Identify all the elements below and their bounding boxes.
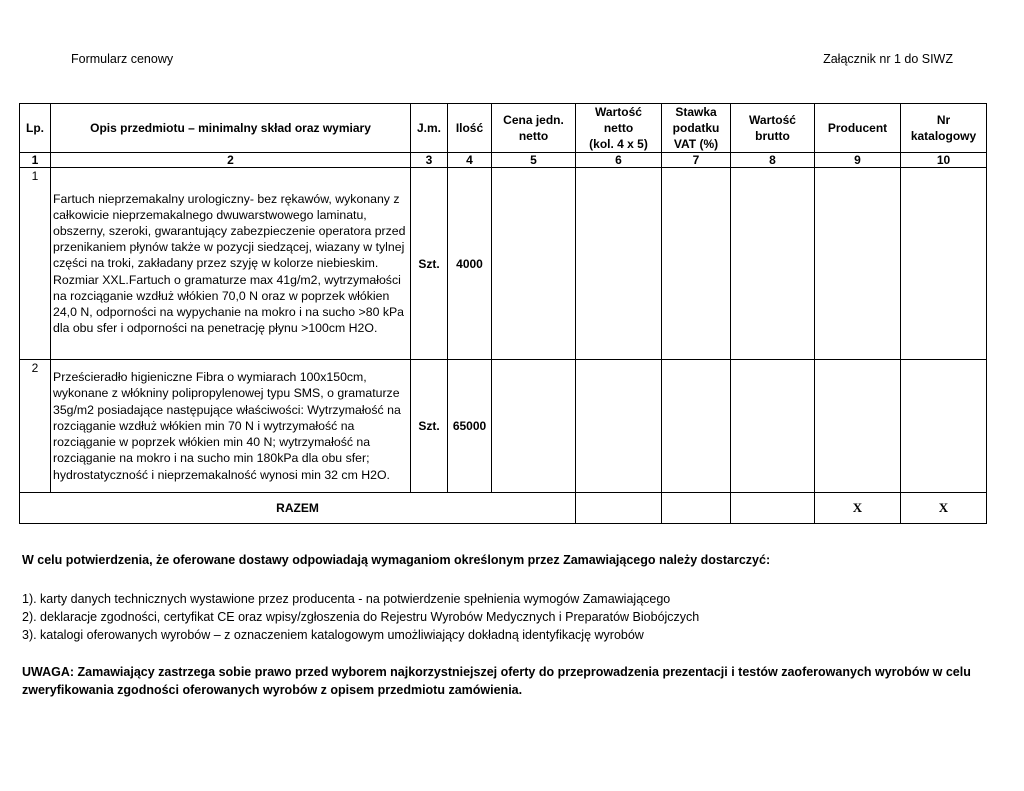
col-header-producer: Producent: [815, 104, 901, 153]
total-row: [20, 493, 987, 524]
row-producer-cell[interactable]: [815, 360, 901, 493]
row-qty: 65000: [448, 360, 492, 493]
row-net-value-cell[interactable]: [576, 360, 662, 493]
row-unit: Szt.: [411, 360, 448, 493]
row-description: Prześcieradło higieniczne Fibra o wymiarach 100x150cm, wykonane z włókniny polipropylenowej typu SMS, o gramaturze 35g/m2 posiadające następujące właściwości: Wytrzymałość na rozciąganie wzdłuż włókien min 70 N i wytrzymałość na rozciąganie w poprzek włókien min 40 N; wytrzymałość na rozciąganie na mokro i na sucho min 180kPa dla obu sfer; hydrostatyczność i nieprzemakalność wynosi min 32 cm H2O.: [51, 360, 411, 493]
requirements-title: W celu potwierdzenia, że oferowane dostawy odpowiadają wymaganiom określonym przez Zamawiającego należy dostarczyć:: [22, 553, 771, 567]
table-header-row: [20, 104, 987, 153]
col-header-unit: J.m.: [411, 104, 448, 153]
row-unit-price-cell[interactable]: [492, 360, 576, 493]
col-number: 7: [662, 153, 731, 168]
row-unit-price-cell[interactable]: [492, 168, 576, 360]
col-header-unit-price: Cena jedn. netto: [492, 104, 576, 153]
col-header-gross-value: Wartość brutto: [731, 104, 815, 153]
col-number: 3: [411, 153, 448, 168]
producer-x-mark: X: [815, 493, 901, 524]
list-item: 2). deklaracje zgodności, certyfikat CE oraz wpisy/zgłoszenia do Rejestru Wyrobów Medycznych i Preparatów Biobójczych: [22, 610, 700, 624]
row-vat-rate-cell[interactable]: [662, 168, 731, 360]
col-number: 10: [901, 153, 987, 168]
row-producer-cell[interactable]: [815, 168, 901, 360]
price-table: [19, 103, 987, 524]
row-unit: Szt.: [411, 168, 448, 360]
col-number: 4: [448, 153, 492, 168]
col-number: 1: [20, 153, 51, 168]
total-net-value-cell[interactable]: [576, 493, 662, 524]
total-label: RAZEM: [20, 493, 576, 524]
col-number: 2: [51, 153, 411, 168]
col-header-qty: Ilość: [448, 104, 492, 153]
col-header-lp: Lp.: [20, 104, 51, 153]
col-number: 5: [492, 153, 576, 168]
list-item: 3). katalogi oferowanych wyrobów – z oznaczeniem katalogowym umożliwiający dokładną identyfikację wyrobów: [22, 628, 644, 642]
row-gross-value-cell[interactable]: [731, 360, 815, 493]
total-gross-value-cell[interactable]: [731, 493, 815, 524]
list-item: 1). karty danych technicznych wystawione przez producenta - na potwierdzenie spełnienia wymogów Zamawiającego: [22, 592, 671, 606]
col-header-catalog-no: Nr katalogowy: [901, 104, 987, 153]
row-description: Fartuch nieprzemakalny urologiczny- bez rękawów, wykonany z całkowicie nieprzemakalnego dwuwarstwowego laminatu, obszerny, szeroki, gwarantujący zabezpieczenie operatora przed przenikaniem płynów także w pozycji siedzącej, wiazany w tylnej części na troki, zakładany przez szyję w kolorze niebieskim. Rozmiar XXL.Fartuch o gramaturze max 41g/m2, wytrzymałości na rozciąganie wzdłuż włókien 70,0 N oraz w poprzek włókien 24,0 N, odporności na wypychanie na mokro i na sucho >80 kPa dla obu sfer i odporności na penetrację płynu >100cm H2O.: [51, 168, 411, 360]
row-vat-rate-cell[interactable]: [662, 360, 731, 493]
col-header-vat-rate: Stawka podatku VAT (%): [662, 104, 731, 153]
row-lp: 1: [20, 168, 51, 360]
requirements-list: [22, 590, 992, 644]
col-number: 9: [815, 153, 901, 168]
row-net-value-cell[interactable]: [576, 168, 662, 360]
col-number: 6: [576, 153, 662, 168]
table-row: [20, 168, 987, 360]
row-gross-value-cell[interactable]: [731, 168, 815, 360]
row-qty: 4000: [448, 168, 492, 360]
total-vat-rate-cell[interactable]: [662, 493, 731, 524]
row-catalog-no-cell[interactable]: [901, 168, 987, 360]
col-header-description: Opis przedmiotu – minimalny skład oraz wymiary: [51, 104, 411, 153]
column-number-row: [20, 153, 987, 168]
uwaga-note: UWAGA: Zamawiający zastrzega sobie prawo przed wyborem najkorzystniejszej oferty do przeprowadzenia prezentacji i testów zaoferowanych wyrobów w celu zweryfikowania zgodności oferowanych wyrobów z opisem przedmiotu zamówienia.: [22, 665, 971, 697]
table-row: [20, 360, 987, 493]
catalog-x-mark: X: [901, 493, 987, 524]
row-catalog-no-cell[interactable]: [901, 360, 987, 493]
col-header-net-value: Wartość netto (kol. 4 x 5): [576, 104, 662, 153]
form-title: Formularz cenowy: [71, 52, 174, 66]
attachment-label: Załącznik nr 1 do SIWZ: [823, 52, 953, 66]
col-number: 8: [731, 153, 815, 168]
row-lp: 2: [20, 360, 51, 493]
